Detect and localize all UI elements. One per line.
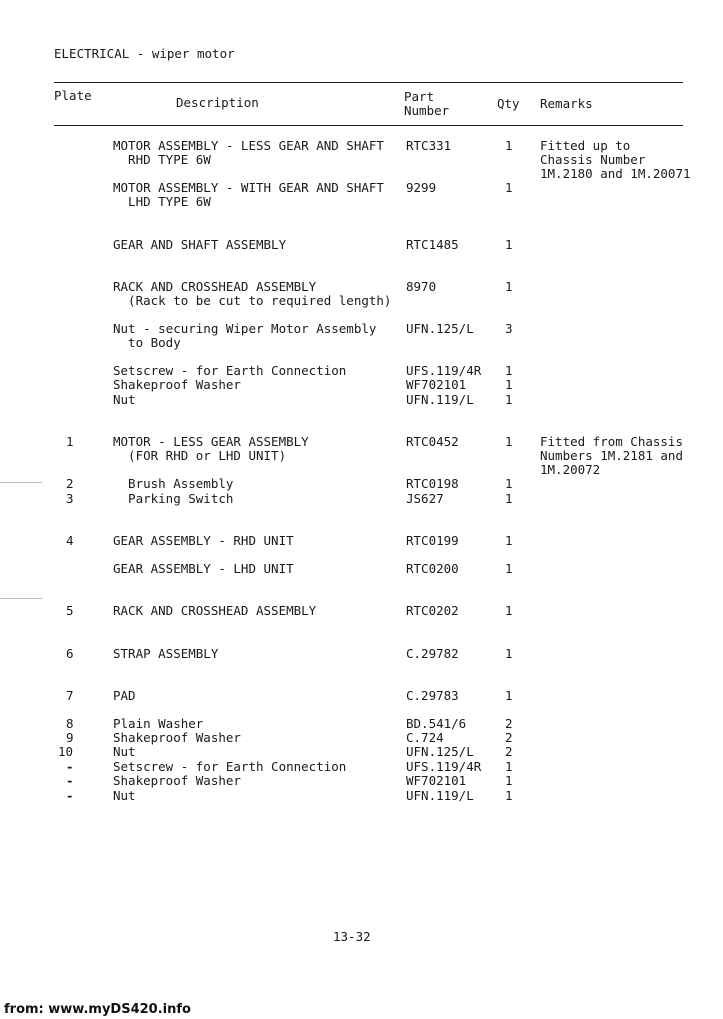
footer-source: from: www.myDS420.info — [4, 1002, 191, 1017]
table-cell-part-number: RTC0452 — [406, 434, 459, 449]
table-cell-qty: 1 — [505, 237, 513, 252]
table-cell-part-number: UFS.119/4R — [406, 363, 482, 378]
table-cell-part-number: RTC0199 — [406, 533, 459, 548]
table-cell-qty: 1 — [505, 279, 513, 294]
table-cell-qty: 1 — [505, 138, 513, 153]
table-cell-description: GEAR ASSEMBLY - LHD UNIT — [113, 561, 294, 576]
edge-mark-2 — [0, 598, 42, 599]
table-cell-description: Nut — [113, 744, 136, 759]
table-cell-qty: 1 — [505, 434, 513, 449]
table-cell-part-number: UFN.125/L — [406, 744, 474, 759]
table-cell-remarks: 1M.20072 — [540, 462, 601, 477]
table-cell-qty: 1 — [505, 759, 513, 774]
table-cell-remarks: Chassis Number — [540, 152, 646, 167]
table-cell-remarks: Numbers 1M.2181 and — [540, 448, 683, 463]
table-cell-description: to Body — [113, 335, 181, 350]
table-cell-plate: 3 — [66, 491, 74, 506]
table-cell-qty: 2 — [505, 716, 513, 731]
table-cell-qty: 3 — [505, 321, 513, 336]
table-cell-description: MOTOR - LESS GEAR ASSEMBLY — [113, 434, 309, 449]
table-cell-plate: - — [66, 773, 74, 788]
table-cell-qty: 2 — [505, 730, 513, 745]
table-cell-qty: 1 — [505, 603, 513, 618]
table-cell-part-number: C.29783 — [406, 688, 459, 703]
table-cell-description: MOTOR ASSEMBLY - LESS GEAR AND SHAFT — [113, 138, 384, 153]
table-cell-qty: 1 — [505, 491, 513, 506]
table-cell-plate: 10 — [58, 744, 74, 759]
table-cell-part-number: C.29782 — [406, 646, 459, 661]
table-cell-part-number: UFN.125/L — [406, 321, 474, 336]
table-cell-part-number: RTC331 — [406, 138, 452, 153]
table-cell-description: Plain Washer — [113, 716, 204, 731]
table-cell-description: RACK AND CROSSHEAD ASSEMBLY — [113, 279, 317, 294]
table-cell-part-number: WF702101 — [406, 773, 467, 788]
table-cell-qty: 1 — [505, 561, 513, 576]
table-cell-description: Setscrew - for Earth Connection — [113, 363, 347, 378]
table-cell-part-number: UFN.119/L — [406, 788, 474, 803]
header-qty: Qty — [497, 96, 520, 111]
table-cell-qty: 1 — [505, 392, 513, 407]
table-cell-description: RACK AND CROSSHEAD ASSEMBLY — [113, 603, 317, 618]
table-cell-qty: 1 — [505, 773, 513, 788]
table-cell-part-number: C.724 — [406, 730, 444, 745]
table-cell-description: Setscrew - for Earth Connection — [113, 759, 347, 774]
table-cell-plate: 7 — [66, 688, 74, 703]
table-cell-plate: 2 — [66, 476, 74, 491]
table-cell-part-number: BD.541/6 — [406, 716, 467, 731]
header-part-number-line2: Number — [404, 103, 450, 118]
table-cell-description: Nut - securing Wiper Motor Assembly — [113, 321, 377, 336]
table-cell-qty: 1 — [505, 377, 513, 392]
table-cell-description: Parking Switch — [113, 491, 234, 506]
edge-mark-1 — [0, 482, 42, 483]
table-cell-remarks: Fitted up to — [540, 138, 631, 153]
table-cell-description: STRAP ASSEMBLY — [113, 646, 219, 661]
page-number: 13-32 — [333, 929, 371, 944]
table-cell-qty: 1 — [505, 646, 513, 661]
table-cell-part-number: 9299 — [406, 180, 437, 195]
table-cell-part-number: RTC0200 — [406, 561, 459, 576]
table-cell-plate: 8 — [66, 716, 74, 731]
table-cell-part-number: UFS.119/4R — [406, 759, 482, 774]
header-rule-bottom — [54, 125, 683, 126]
table-cell-plate: 1 — [66, 434, 74, 449]
table-cell-part-number: UFN.119/L — [406, 392, 474, 407]
table-cell-description: PAD — [113, 688, 136, 703]
table-cell-qty: 1 — [505, 363, 513, 378]
table-cell-qty: 1 — [505, 688, 513, 703]
table-cell-part-number: RTC0202 — [406, 603, 459, 618]
header-remarks: Remarks — [540, 96, 593, 111]
table-cell-description: Nut — [113, 392, 136, 407]
table-cell-description: Shakeproof Washer — [113, 377, 241, 392]
table-cell-plate: 4 — [66, 533, 74, 548]
table-cell-part-number: RTC1485 — [406, 237, 459, 252]
table-cell-qty: 1 — [505, 788, 513, 803]
table-cell-qty: 1 — [505, 180, 513, 195]
table-cell-description: (FOR RHD or LHD UNIT) — [113, 448, 287, 463]
table-cell-qty: 2 — [505, 744, 513, 759]
table-cell-part-number: RTC0198 — [406, 476, 459, 491]
table-cell-description: LHD TYPE 6W — [113, 194, 211, 209]
table-cell-part-number: JS627 — [406, 491, 444, 506]
table-cell-description: MOTOR ASSEMBLY - WITH GEAR AND SHAFT — [113, 180, 384, 195]
table-cell-description: (Rack to be cut to required length) — [113, 293, 392, 308]
header-description: Description — [176, 95, 259, 110]
section-title: ELECTRICAL - wiper motor — [54, 46, 235, 61]
table-cell-part-number: WF702101 — [406, 377, 467, 392]
table-cell-remarks: Fitted from Chassis — [540, 434, 683, 449]
table-cell-qty: 1 — [505, 476, 513, 491]
table-cell-description: Brush Assembly — [113, 476, 234, 491]
table-cell-plate: - — [66, 788, 74, 803]
table-cell-description: GEAR ASSEMBLY - RHD UNIT — [113, 533, 294, 548]
header-plate: Plate — [54, 88, 92, 103]
table-cell-plate: 5 — [66, 603, 74, 618]
table-cell-qty: 1 — [505, 533, 513, 548]
table-cell-description: RHD TYPE 6W — [113, 152, 211, 167]
table-cell-description: GEAR AND SHAFT ASSEMBLY — [113, 237, 287, 252]
table-cell-description: Nut — [113, 788, 136, 803]
header-part-number-line1: Part — [404, 89, 435, 104]
table-cell-remarks: 1M.2180 and 1M.20071 — [540, 166, 691, 181]
table-cell-description: Shakeproof Washer — [113, 773, 241, 788]
table-cell-part-number: 8970 — [406, 279, 437, 294]
header-rule-top — [54, 82, 683, 83]
table-cell-plate: 6 — [66, 646, 74, 661]
table-cell-plate: - — [66, 759, 74, 774]
table-cell-plate: 9 — [66, 730, 74, 745]
table-cell-description: Shakeproof Washer — [113, 730, 241, 745]
